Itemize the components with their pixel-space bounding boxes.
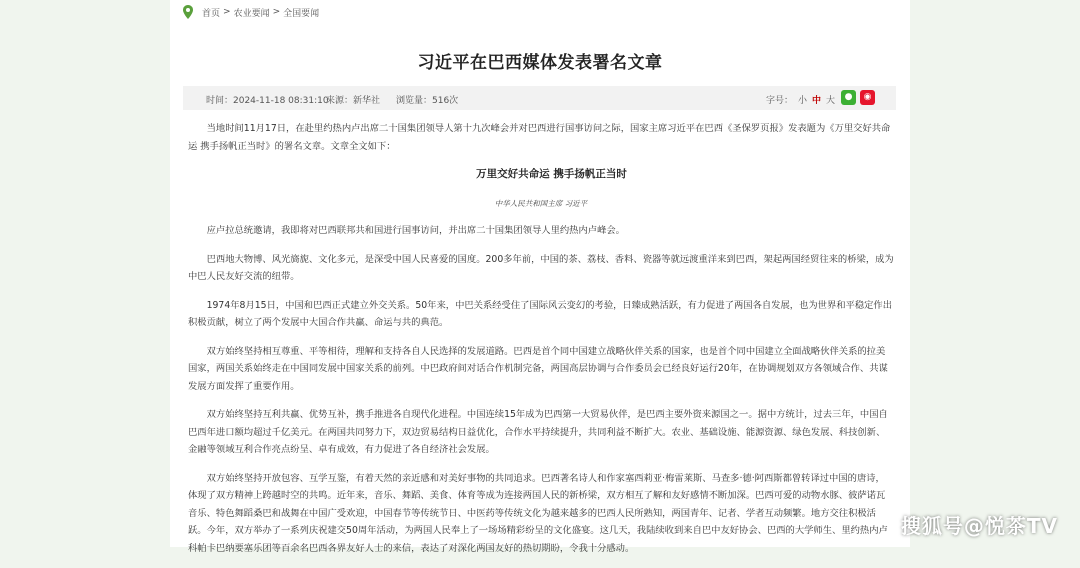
article-paragraph: 双方始终坚持互利共赢、优势互补，携手推进各自现代化进程。中国连续15年成为巴西第一大贸易伙伴，是巴西主要外资来源国之一。据中方统计，过去三年，中国自巴西年进口额均超过千亿美元。在两国共同努力下，双边贸易结构日益优化，合作水平持续提升，共同利益不断扩大。农业、基础设施、能源资源、绿色发展、科技创新、金融等领域互利合作亮点纷呈、卓有成效，有力促进了各自经济社会发展。 <box>188 409 888 455</box>
article-body <box>188 120 894 568</box>
font-size-selector <box>766 93 840 106</box>
breadcrumb-home-link[interactable]: 首页 <box>202 8 221 19</box>
breadcrumb-national-news-link[interactable]: 全国要闻 <box>283 8 320 19</box>
font-size-large-button[interactable]: 大 <box>826 96 836 106</box>
breadcrumb <box>182 4 319 20</box>
weibo-share-icon[interactable]: ◉ <box>860 90 875 105</box>
article-page <box>170 0 910 554</box>
article-paragraph: 1974年8月15日，中国和巴西正式建立外交关系。50年来，中巴关系经受住了国际风云变幻的考验，日臻成熟活跃，有力促进了两国各自发展，也为世界和平稳定作出积极贡献，树立了两个发展中大国合作共赢、命运与共的典范。 <box>188 299 893 328</box>
font-size-small-button[interactable]: 小 <box>798 96 808 106</box>
article-paragraph: 双方始终坚持开放包容、互学互鉴，有着天然的亲近感和对美好事物的共同追求。巴西著名诗人和作家塞西莉亚·梅雷莱斯、马查多·德·阿西斯都曾转译过中国的唐诗，体现了双方精神上跨越时空的共鸣。近年来，音乐、舞蹈、美食、体育等成为连接两国人民的新桥梁，双方相互了解和友好感情不断加深。巴西可爱的动物水豚、彼萨诺瓦音乐、特色舞蹈桑巴和战舞在中国广受欢迎，中国春节等传统节日、中医药等传统文化为越来越多的巴西人民所熟知，两国青年、记者、学者互动频繁。地方交往积极活跃。今年，双方举办了一系列庆祝建交50周年活动，为两国人民奉上了一场场精彩纷呈的文化盛宴。这几天，我陆续收到来自巴中友好协会、巴西的大学师生、里约热内卢科帕卡巴纳要塞乐团等百余名巴西各界友好人士的来信，表达了对深化两国友好的热切期盼，令我十分感动。 <box>188 472 888 554</box>
breadcrumb-agri-news-link[interactable]: 农业要闻 <box>233 8 270 19</box>
font-size-label: 字号： <box>766 96 794 106</box>
font-size-medium-button[interactable]: 中 <box>812 96 822 106</box>
article-paragraph: 巴西地大物博、风光旖旎、文化多元，是深受中国人民喜爱的国度。200多年前，中国的茶、荔枝、香料、瓷器等就远渡重洋来到巴西，架起两国经贸往来的桥梁，成为中巴人民友好交流的纽带。 <box>188 253 894 282</box>
article-paragraph: 应卢拉总统邀请，我即将对巴西联邦共和国进行国事访问，并出席二十国集团领导人里约热内卢峰会。 <box>206 225 625 236</box>
sub-heading: 万里交好共命运 携手扬帆正当时 <box>476 168 627 180</box>
article-paragraph: 当地时间11月17日，在赴里约热内卢出席二十国集团领导人第十九次峰会并对巴西进行国事访问之际，国家主席习近平在巴西《圣保罗页报》发表题为《万里交好共命运 携手扬帆正当时》的署名文章。文章全文如下： <box>188 123 891 152</box>
breadcrumb-separator: > <box>272 7 281 17</box>
page-title: 习近平在巴西媒体发表署名文章 <box>417 53 663 73</box>
wechat-share-icon[interactable]: ● <box>841 90 856 105</box>
article-paragraph: 双方始终坚持相互尊重、平等相待，理解和支持各自人民选择的发展道路。巴西是首个同中国建立战略伙伴关系的国家，也是首个同中国建立全面战略伙伴关系的拉美国家，两国关系始终走在中国同发展中国家关系的前列。中巴政府间对话合作机制完备，两国高层协调与合作委员会已经良好运行20年，在协调规划双方各领域合作、共谋发展方面发挥了重要作用。 <box>188 345 888 392</box>
breadcrumb-separator: > <box>223 7 231 17</box>
source: 来源：新华社 <box>326 96 381 106</box>
watermark: 搜狐号@悦茶TV <box>900 514 1058 538</box>
location-pin-icon <box>182 5 194 19</box>
byline: 中华人民共和国主席 习近平 <box>494 198 588 208</box>
article-meta-bar <box>183 86 896 110</box>
view-count: 浏览量：516次 <box>396 96 459 106</box>
publish-time: 时间：2024-11-18 08:31:10 <box>206 96 329 106</box>
